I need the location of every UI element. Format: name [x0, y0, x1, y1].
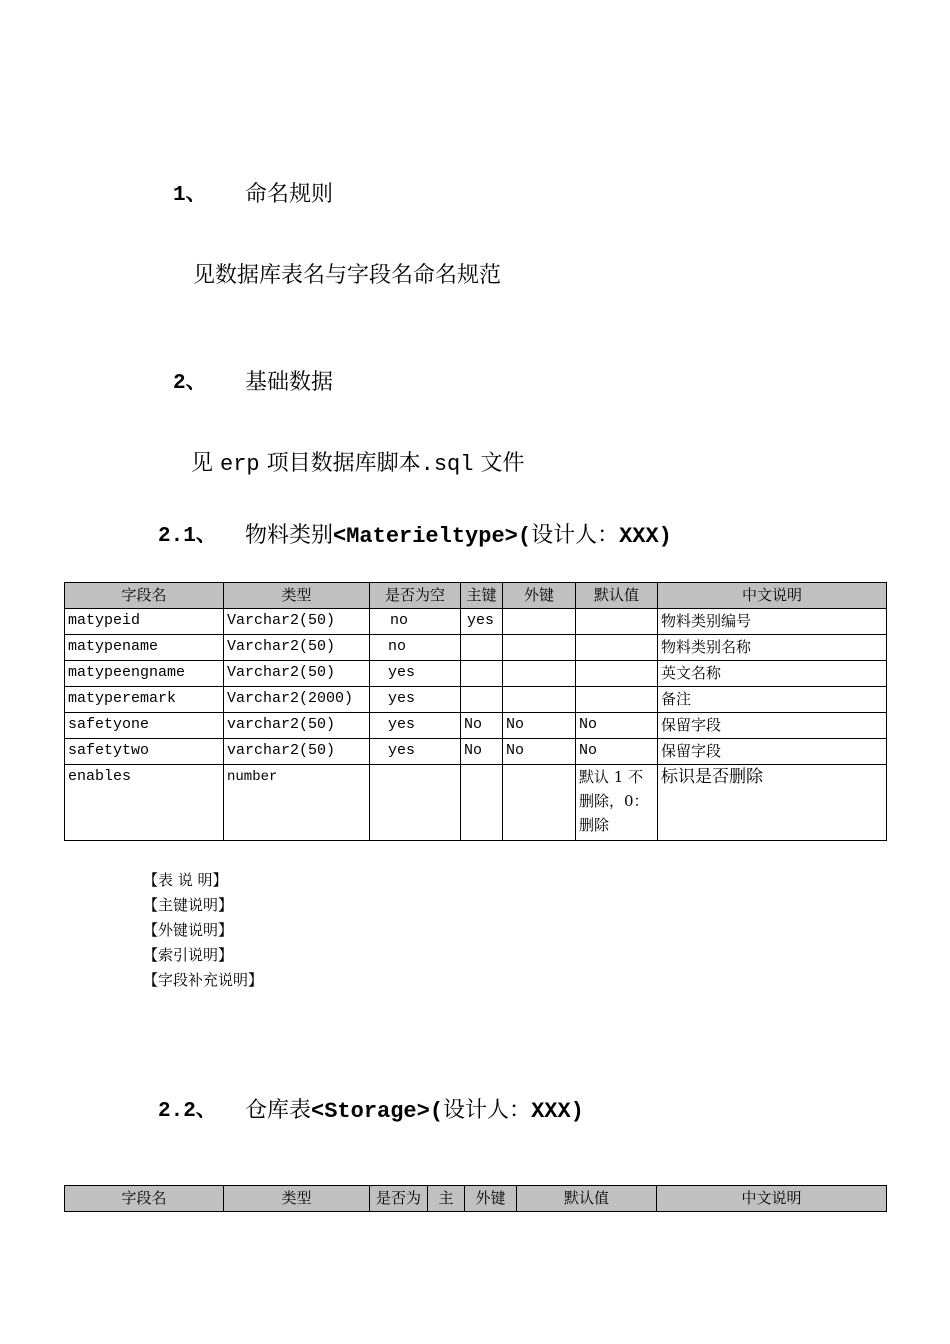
table-cell: matyperemark [65, 687, 224, 713]
table-cell [370, 765, 461, 841]
table-cell: varchar2(50) [224, 739, 370, 765]
heading-1-number: 1、 [173, 184, 207, 207]
heading-2-1-designer-label: 设计人： [531, 523, 620, 548]
table-row [65, 609, 887, 635]
table-cell: 备注 [658, 687, 887, 713]
table-cell: yes [461, 609, 503, 635]
column-header: 字段名 [65, 1186, 224, 1212]
table-cell: varchar2(50) [224, 713, 370, 739]
heading-2-title: 基础数据 [245, 370, 334, 395]
table-cell: 物料类别名称 [658, 635, 887, 661]
paragraph-naming-rules: 见数据库表名与字段名命名规范 [193, 263, 502, 288]
column-header: 外键 [503, 583, 576, 609]
table-cell: no [370, 609, 461, 635]
heading-2-2-title [245, 1093, 584, 1124]
column-header: 字段名 [65, 583, 224, 609]
table-cell: yes [370, 713, 461, 739]
heading-2-2-title-en: <Storage>( [311, 1099, 444, 1124]
table-cell: number [224, 765, 370, 841]
table-cell: No [576, 713, 658, 739]
heading-2-2-title-cn: 仓库表 [245, 1098, 312, 1123]
heading-2-1-title-cn: 物料类别 [245, 523, 334, 548]
table-cell [503, 661, 576, 687]
table-cell: yes [370, 687, 461, 713]
paragraph-basic-data [191, 446, 524, 477]
column-header: 中文说明 [658, 583, 887, 609]
table-cell: No [576, 739, 658, 765]
table-cell: 物料类别编号 [658, 609, 887, 635]
heading-2-1-title [245, 518, 672, 549]
table-cell: matypename [65, 635, 224, 661]
table-row [65, 635, 887, 661]
table-cell [576, 661, 658, 687]
table-cell: 保留字段 [658, 739, 887, 765]
table-cell: 英文名称 [658, 661, 887, 687]
table-cell: 保留字段 [658, 713, 887, 739]
column-header: 是否为 [370, 1186, 428, 1212]
column-header: 类型 [224, 1186, 370, 1212]
column-header: 类型 [224, 583, 370, 609]
table-cell [576, 609, 658, 635]
heading-2-2-designer: XXX) [531, 1099, 584, 1124]
note-foreign-key: 【外键说明】 [143, 921, 234, 939]
field-table-storage [64, 1185, 887, 1212]
table-cell: Varchar2(50) [224, 635, 370, 661]
column-header: 默认值 [576, 583, 658, 609]
column-header: 主 [428, 1186, 465, 1212]
table-cell: Varchar2(50) [224, 661, 370, 687]
table-cell: yes [370, 661, 461, 687]
field-table-materieltype [64, 582, 887, 841]
table-cell: enables [65, 765, 224, 841]
table-cell [461, 765, 503, 841]
table-cell [461, 661, 503, 687]
note-table-description: 【表 说 明】 [143, 871, 228, 889]
heading-2-1-number: 2.1、 [158, 525, 217, 548]
table-cell: matypeengname [65, 661, 224, 687]
table-cell: No [461, 713, 503, 739]
table-row [65, 713, 887, 739]
table-header-row [65, 583, 887, 609]
heading-2-2 [158, 1093, 584, 1124]
note-index: 【索引说明】 [143, 946, 234, 964]
paragraph-basic-data-mid: 项目数据库脚本 [266, 451, 421, 476]
table-cell: 标识是否删除 [658, 765, 887, 841]
table-cell [576, 687, 658, 713]
heading-1 [173, 177, 334, 207]
table-cell: No [461, 739, 503, 765]
heading-2-1-title-en: <Materieltype>( [333, 524, 532, 549]
paragraph-basic-data-erp: erp [220, 452, 260, 477]
table-row [65, 739, 887, 765]
paragraph-basic-data-ext: .sql [420, 452, 474, 477]
heading-1-title: 命名规则 [245, 182, 334, 207]
table-cell: no [370, 635, 461, 661]
column-header: 主键 [461, 583, 503, 609]
table-cell: No [503, 739, 576, 765]
heading-2 [173, 365, 334, 395]
heading-2-number: 2、 [173, 372, 207, 395]
column-header: 外键 [465, 1186, 517, 1212]
table-cell [503, 765, 576, 841]
table-cell [503, 687, 576, 713]
column-header: 默认值 [517, 1186, 657, 1212]
heading-2-1 [158, 518, 672, 549]
table-row [65, 687, 887, 713]
table-row [65, 661, 887, 687]
table-row [65, 765, 887, 841]
table-cell: 默认 1 不删除，0：删除 [576, 765, 658, 841]
table-cell: matypeid [65, 609, 224, 635]
table-cell: Varchar2(50) [224, 609, 370, 635]
table-cell [461, 635, 503, 661]
table-header-row [65, 1186, 887, 1212]
table-cell: Varchar2(2000) [224, 687, 370, 713]
table-cell: yes [370, 739, 461, 765]
table-notes [143, 868, 263, 993]
note-primary-key: 【主键说明】 [143, 896, 234, 914]
heading-2-2-number: 2.2、 [158, 1100, 217, 1123]
table-cell [461, 687, 503, 713]
table-cell: No [503, 713, 576, 739]
heading-2-2-designer-label: 设计人： [443, 1098, 532, 1123]
table-cell [503, 635, 576, 661]
table-cell [576, 635, 658, 661]
paragraph-basic-data-pre: 见 [191, 451, 214, 476]
column-header: 中文说明 [657, 1186, 887, 1212]
table-cell: safetyone [65, 713, 224, 739]
table-cell: safetytwo [65, 739, 224, 765]
table-cell [503, 609, 576, 635]
paragraph-basic-data-post: 文件 [480, 451, 525, 476]
heading-2-1-designer: XXX) [619, 524, 672, 549]
note-field-supplement: 【字段补充说明】 [143, 971, 264, 989]
column-header: 是否为空 [370, 583, 461, 609]
